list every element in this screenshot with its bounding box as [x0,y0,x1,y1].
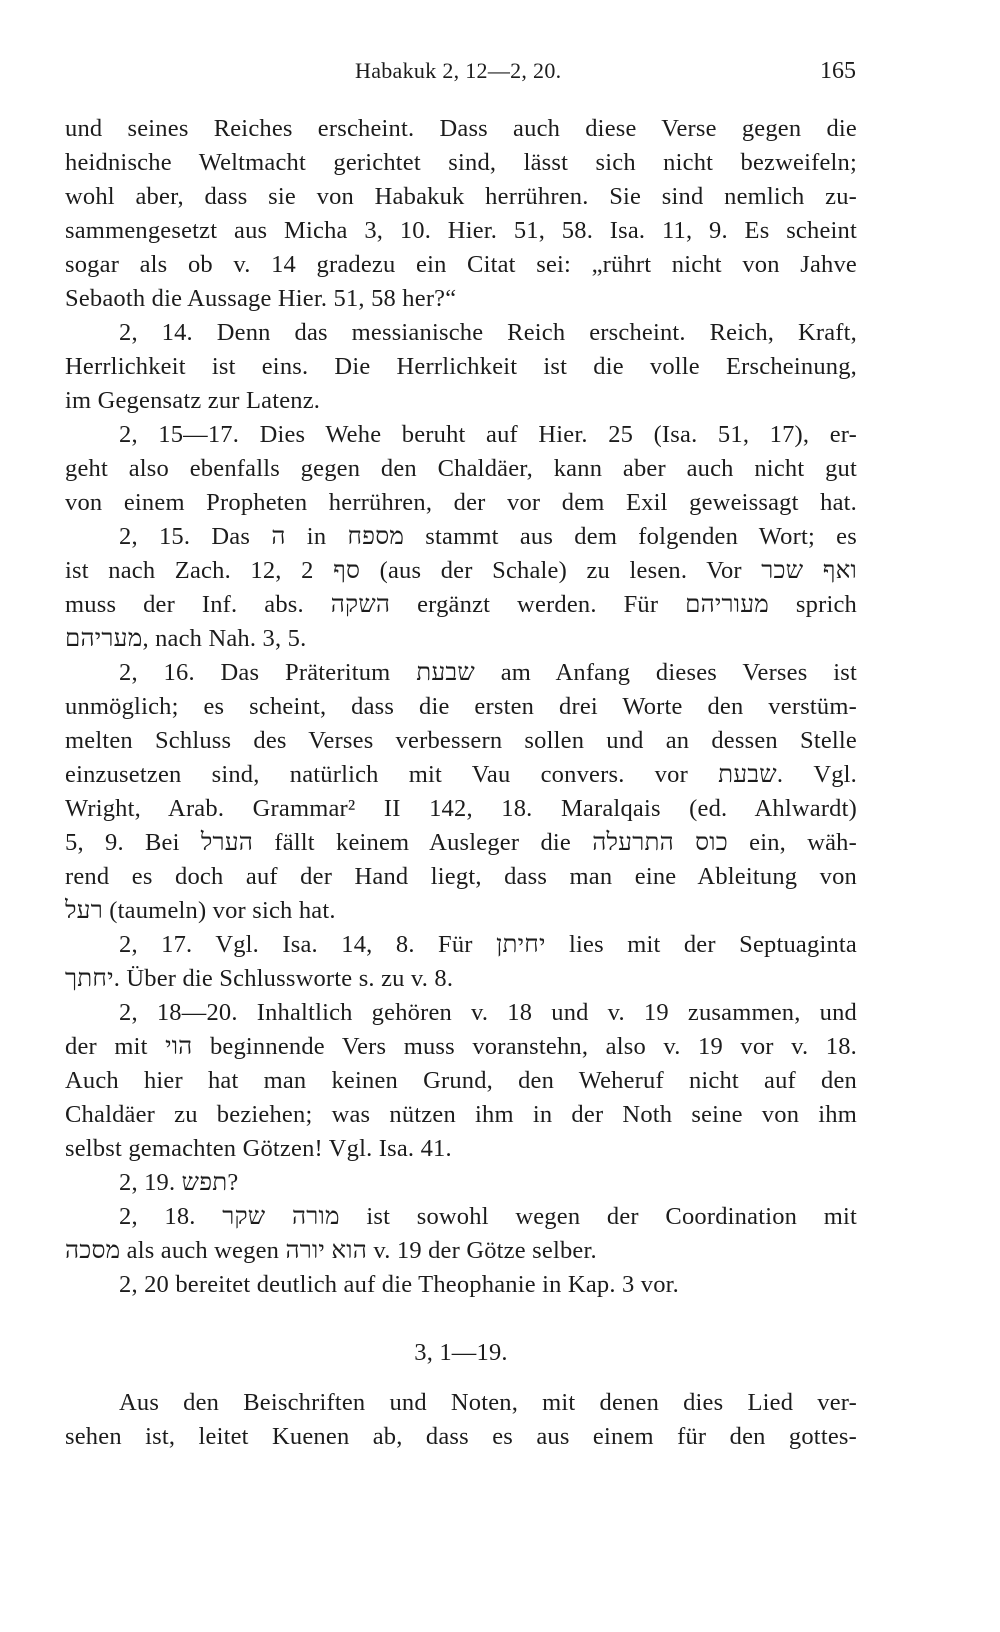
paragraph-start-line: 2, 14. Denn das messianische Reich erscheint. Reich, Kraft, [119,319,857,346]
paragraph-start-line: Aus den Beischriften und Noten, mit denen dies Lied ver- [119,1389,857,1416]
text-line: sehen ist, leitet Kuenen ab, dass es aus einem für den gottes- [65,1423,857,1450]
paragraph-start-line: 2, 16. Das Präteritum שבעת am Anfang dieses Verses ist [119,659,857,686]
paragraph-start-line: 2, 18. מורה שקר ist sowohl wegen der Coordination mit [119,1203,857,1230]
text-line: מעריהם, nach Nah. 3, 5. [65,625,307,652]
text-line: רעל (taumeln) vor sich hat. [65,897,336,924]
text-line: melten Schluss des Verses verbessern sollen und an dessen Stelle [65,727,857,754]
paragraph-start-line: 2, 20 bereitet deutlich auf die Theophanie in Kap. 3 vor. [119,1271,679,1298]
text-line: der mit הוי beginnende Vers muss voranstehn, also v. 19 vor v. 18. [65,1033,857,1060]
text-line: sogar als ob v. 14 gradezu ein Citat sei: „rührt nicht von Jahve [65,251,857,278]
text-line: muss der Inf. abs. השקה ergänzt werden. Für מעוריהם sprich [65,591,857,618]
running-title: Habakuk 2, 12—2, 20. [355,58,562,83]
text-line: Auch hier hat man keinen Grund, den Weheruf nicht auf den [65,1067,857,1094]
text-line: unmöglich; es scheint, dass die ersten drei Worte den verstüm- [65,693,857,720]
text-line: Wright, Arab. Grammar² II 142, 18. Maralqais (ed. Ahlwardt) [65,795,857,822]
text-line: und seines Reiches erscheint. Dass auch diese Verse gegen die [65,115,857,142]
text-line: Chaldäer zu beziehen; was nützen ihm in der Noth seine von ihm [65,1101,857,1128]
paragraph-start-line: 2, 15—17. Dies Wehe beruht auf Hier. 25 (Isa. 51, 17), er- [119,421,857,448]
section-heading: 3, 1—19. [414,1339,508,1366]
text-line: im Gegensatz zur Latenz. [65,387,321,414]
text-line: selbst gemachten Götzen! Vgl. Isa. 41. [65,1135,452,1162]
text-line: יחתך. Über die Schlussworte s. zu v. 8. [65,965,454,992]
paragraph-start-line: 2, 15. Das ה in מספח stammt aus dem folgenden Wort; es [119,523,857,550]
text-line: einzusetzen sind, natürlich mit Vau convers. vor שבעת. Vgl. [65,761,857,788]
text-line: rend es doch auf der Hand liegt, dass man eine Ableitung von [65,863,857,890]
text-line: 5, 9. Bei הערל fällt keinem Ausleger die כוס התרעלה ein, wäh- [65,829,857,856]
section-gap [65,1370,857,1386]
text-line: Sebaoth die Aussage Hier. 51, 58 her?“ [65,285,457,312]
paragraph-start-line: 2, 17. Vgl. Isa. 14, 8. Für יחיתן lies mit der Septuaginta [119,931,857,958]
paragraph-start-line: 2, 18—20. Inhaltlich gehören v. 18 und v. 19 zusammen, und [119,999,857,1026]
section-gap [65,1302,857,1336]
text-line: von einem Propheten herrühren, der vor dem Exil geweissagt hat. [65,489,857,516]
text-line: מסכה als auch wegen הוא יורה v. 19 der Götze selber. [65,1237,597,1264]
text-line: ist nach Zach. 12, 2 סף (aus der Schale) zu lesen. Vor ואף שכר [65,557,857,584]
text-line: heidnische Weltmacht gerichtet sind, lässt sich nicht bezweifeln; [65,149,857,176]
text-line: sammengesetzt aus Micha 3, 10. Hier. 51, 58. Isa. 11, 9. Es scheint [65,217,857,244]
text-line: geht also ebenfalls gegen den Chaldäer, kann aber auch nicht gut [65,455,857,482]
page-body [65,112,857,1454]
paragraph-start-line: 2, 19. תפש? [119,1169,239,1196]
page-number: 165 [820,58,856,84]
text-line: Herrlichkeit ist eins. Die Herrlichkeit ist die volle Erscheinung, [65,353,857,380]
text-line: wohl aber, dass sie von Habakuk herrühren. Sie sind nemlich zu- [65,183,857,210]
